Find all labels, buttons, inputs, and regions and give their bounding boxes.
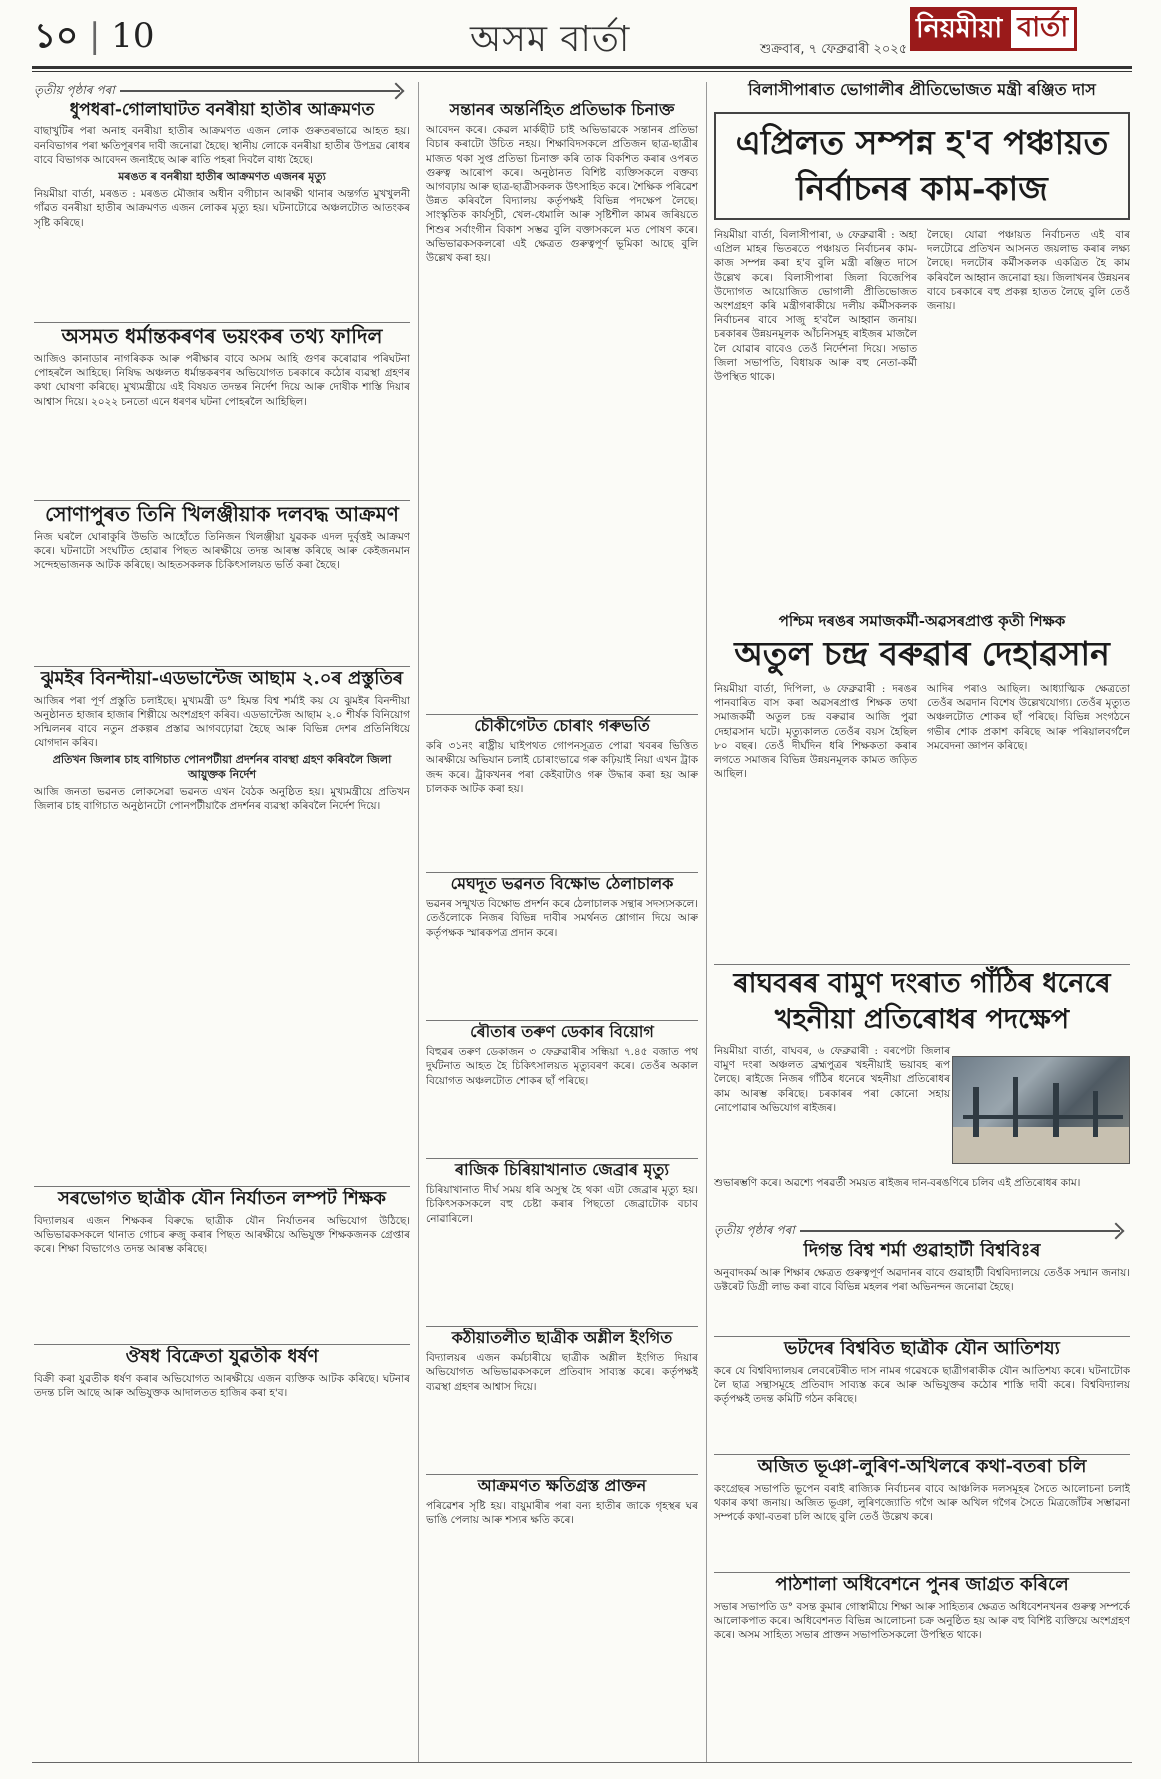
headline: ভটদেৰ বিশ্ববিত ছাত্ৰীক যৌন আতিশয্য (784, 1338, 1060, 1359)
headline: ৰাঘবৰৰ বামুণ দংৰাত গাঁঠিৰ ধনেৰে খহনীয়া প্ৰতিৰোধৰ পদক্ষেপ (733, 968, 1111, 1035)
ornament-rule (120, 90, 400, 100)
masthead (0, 0, 1161, 68)
article-jhumoir (34, 668, 410, 1178)
article-cattle-smuggling (426, 716, 698, 866)
article-wild-elephant (34, 100, 410, 320)
headline: সৰভোগত ছাত্ৰীক যৌন নিৰ্যাতন লম্পট শিক্ষক (58, 1188, 386, 1209)
article-body-continued: আদিৰ পৰাও আছিল। আধ্যাত্মিক ক্ষেত্ৰতো তেওঁৰ অৱদান বিশেষ উল্লেখযোগ্য। তেওঁৰ মৃত্যুত অঞ্চলটোত শোকৰ ছাঁ পৰিছে। বিভিন্ন সংগঠনে গভীৰ শোক প্ৰকাশ কৰিছে আৰু পৰিয়ালবৰ্গলৈ সমবেদনা জ্ঞাপন কৰিছে। (927, 683, 1130, 752)
divider (426, 1474, 698, 1475)
divider (34, 322, 410, 323)
article-zebra (426, 1160, 698, 1320)
newspaper-logo: নিয়মীয়া বাৰ্তা (910, 6, 1130, 52)
headline: অজিত ভূঞা-লুৰিণ-অখিলৰে কথা-বতৰা চলি (757, 1456, 1087, 1477)
headline: এপ্ৰিলত সম্পন্ন হ'ব পঞ্চায়ত নিৰ্বাচনৰ কাম-কাজ (735, 123, 1109, 208)
headline: কঠীয়াতলীত ছাত্ৰীক অশ্লীল ইংগিত (451, 1328, 673, 1347)
article-body: অনুবাদকৰ্ম আৰু শিক্ষাৰ ক্ষেত্ৰত গুৰুত্বপূৰ্ণ অৱদানৰ বাবে গুৱাহাটী বিশ্ববিদ্যালয়ে তেওঁক সন্মান জনায়। ডক্টৰেট ডিগ্ৰী লাভ কৰা বাবে বিভিন্ন মহলৰ পৰা অভিনন্দন জনোৱা হৈছে। (714, 1266, 1130, 1293)
erosion-photo (952, 1056, 1130, 1164)
article-panchayat-election (714, 112, 1130, 612)
ornament-rule (800, 1230, 1120, 1240)
dateline: শুক্ৰবাৰ, ৭ ফেব্ৰুৱাৰী ২০২৫ (760, 42, 908, 57)
article-digonta (714, 1240, 1130, 1330)
article-body: বিদ্যালয়ৰ এজন কৰ্মচাৰীয়ে ছাত্ৰীক অশ্লীল ইংগিত দিয়াৰ অভিযোগত অভিভাৱকসকলে প্ৰতিবাদ সাব্যস্ত কৰে। কৰ্তৃপক্ষই ব্যৱস্থা গ্ৰহণৰ আশ্বাস দিয়ে। (426, 1352, 698, 1393)
article-body: বিহুৱৰ তৰুণ ডেকাজন ৩ ফেব্ৰুৱাৰীৰ সন্ধিয়া ৭.৪৫ বজাত পথ দুৰ্ঘটনাত আহত হৈ চিকিৎসালয়ত মৃত্যুবৰণ কৰে। তেওঁৰ অকাল বিয়োগত অঞ্চলটোত শোকৰ ছাঁ পৰিছে। (426, 1046, 698, 1087)
headline: ঝুমইৰ বিনন্দীয়া-এডভান্টেজ আছাম ২.০ৰ প্ৰস্তুতিৰ (40, 668, 404, 689)
headline: ৰাজিক চিৰিয়াখানাত জেব্ৰাৰ মৃত্যু (454, 1160, 670, 1179)
article-protest (426, 874, 698, 1014)
headline: অতুল চন্দ্ৰ বৰুৱাৰ দেহাৱসান (734, 634, 1110, 673)
headline: আক্ৰমণত ক্ষতিগ্ৰস্ত প্ৰাক্তন (477, 1476, 647, 1495)
article-obituary-youth (426, 1022, 698, 1152)
footer-rule (32, 1762, 1132, 1763)
divider (426, 714, 698, 715)
divider (34, 500, 410, 501)
divider (34, 1344, 410, 1345)
article-body: কৰি ৩১নং ৰাষ্ট্ৰীয় ঘাইপথত গোপনসূত্ৰত পোৱা খবৰৰ ভিত্তিত আৰক্ষীয়ে অভিযান চলাই চোৰাংভাৱে গৰু কঢ়িয়াই নিয়া এখন ট্ৰাক জব্দ কৰে। ট্ৰাকখনৰ পৰা কেইবাটাও গৰু উদ্ধাৰ কৰা হয় আৰু চালকক আটক কৰা হয়। (426, 740, 698, 795)
page-number: ১০ | 10 (34, 16, 155, 56)
divider (34, 1186, 410, 1187)
article-body: ভৱনৰ সন্মুখত বিক্ষোভ প্ৰদৰ্শন কৰে ঠেলাচালক সন্থাৰ সদস্যসকলে। তেওঁলোকে নিজৰ বিভিন্ন দাবীৰ সমৰ্থনত শ্লোগান দিয়ে আৰু কৰ্তৃপক্ষক স্মাৰকপত্ৰ প্ৰদান কৰে। (426, 898, 698, 939)
article-body: নিজ ঘৰলৈ ঘোৰাকুৰি উভতি আহোঁতে তিনিজন খিলঞ্জীয়া যুৱকক এদল দুৰ্বৃত্তই আক্ৰমণ কৰে। ঘটনাটো সংঘটিত হোৱাৰ পিছত আৰক্ষীয়ে তদন্ত আৰম্ভ কৰিছে আৰু কেইজনমান সন্দেহভাজনক আটক কৰিছে। আহতসকলক চিকিৎসালয়ত ভৰ্তি কৰা হৈছে। (34, 531, 410, 572)
headline: চৌকীগেটত চোৰাং গৰুভৰ্তি (474, 716, 650, 735)
article-pathshala (714, 1574, 1130, 1754)
kicker: পশ্চিম দৰঙৰ সমাজকৰ্মী-অৱসৰপ্ৰাপ্ত কৃতী শিক্ষক (778, 612, 1066, 630)
headline: ৰৌতাৰ তৰুণ ডেকাৰ বিয়োগ (470, 1022, 654, 1041)
article-body: কংগ্ৰেছৰ সভাপতি ভূপেন বৰাই ৰাজ্যিক নিৰ্বাচনৰ বাবে আঞ্চলিক দলসমূহৰ সৈতে আলোচনা চলাই থকাৰ কথা জনায়। অজিত ভূঞা, লুৰিণজ্যোতি গগৈ আৰু অখিল গগৈৰ সৈতে মিত্ৰজোঁটৰ সম্ভাৱনা সম্পৰ্কে কথা-বতৰা চলি আছে বুলি তেওঁ উল্লেখ কৰে। (714, 1482, 1130, 1523)
article-body: আজিও কানাডাৰ নাগৰিকক আৰু পৰীক্ষাৰ বাবে অসম আহি গুণৰ কৰোৱাৰ পৰিঘটনা পোহৰলৈ আহিছে। নিষিদ্ধ অঞ্চলত ধৰ্মান্তকৰণৰ অভিযোগত চৰকাৰে কঠোৰ ব্যৱস্থা গ্ৰহণৰ কথা ঘোষণা কৰিছে। মুখ্যমন্ত্ৰীয়ে এই বিষয়ত তদন্তৰ নিৰ্দেশ দিয়ে আৰু দোষীক শাস্তি দিয়াৰ আশ্বাস দিয়ে। ২০২২ চনতো এনে ধৰণৰ ঘটনা পোহৰলৈ আহিছিল। (34, 353, 410, 408)
headline: সন্তানৰ অন্তৰ্নিহিত প্ৰতিভাক চিনাক্ত (449, 100, 675, 119)
column-divider (706, 82, 707, 1762)
kicker-line (714, 80, 1130, 110)
continued-reference: তৃতীয় পৃষ্ঠাৰ পৰা (714, 1223, 795, 1237)
headline-box (714, 112, 1130, 220)
divider (426, 1020, 698, 1021)
article-alliance-talks (714, 1456, 1130, 1566)
sub-headline: মৰঙত ৰ বনৰীয়া হাতীৰ আক্ৰমণত এজনৰ মৃত্যু (118, 170, 326, 183)
headline: ধুপধৰা-গোলাঘাটত বনৰীয়া হাতীৰ আক্ৰমণত (69, 100, 375, 120)
article-body: আজিৰ পৰা পূৰ্ণ প্ৰস্তুতি চলাইছে। মুখ্যমন্ত্ৰী ড° হিমন্ত বিশ্ব শৰ্মাই কয় যে ঝুমইৰ বিনন্দীয়া অনুষ্ঠানত হাজাৰ হাজাৰ শিল্পীয়ে অংশগ্ৰহণ কৰিব। এডভান্টেজ আছাম ২.০ শীৰ্ষক বিনিয়োগ সন্মিলনৰ বাবে নতুন প্ৰকল্পৰ প্ৰস্তাৱ আগবঢ়োৱা হৈছে আৰু বিভিন্ন দেশৰ প্ৰতিনিধিয়ে যোগদান কৰিব। প্ৰতিখন জিলাৰ চাহ বাগিচাত পোনপটীয়া প্ৰদৰ্শনৰ বাবস্থা গ্ৰহণ কৰিবলৈ জিলা আয়ুক্তক নিৰ্দেশ আজি জনতা ভৱনত লোকসেৱা ভৱনত এখন বৈঠক অনুষ্ঠিত হয়। মুখ্যমন্ত্ৰীয়ে প্ৰতিখন জিলাৰ চাহ বাগিচাত অনুষ্ঠানটো পোনপটীয়াকৈ প্ৰদৰ্শনৰ ব্যৱস্থা কৰিবলৈ নিৰ্দেশ দিয়ে। (34, 694, 410, 813)
article-sonapur-attack (34, 502, 410, 662)
article-body: আবেদন কৰে। কেৱল মাৰ্কছীট চাই অভিভাৱকে সন্তানৰ প্ৰতিভা বিচাৰ কৰাটো উচিত নহয়। শিক্ষাবিদসকলে প্ৰতিজন ছাত্ৰ-ছাত্ৰীৰ মাজত থকা সুপ্ত প্ৰতিভা চিনাক্ত কৰি তাক বিকশিত কৰাৰ ওপৰত গুৰুত্ব আৰোপ কৰে। অনুষ্ঠানত বিশিষ্ট ব্যক্তিসকলে বক্তব্য আগবঢ়ায় আৰু ছাত্ৰ-ছাত্ৰীসকলক উৎসাহিত কৰে। শৈক্ষিক পৰিৱেশ উন্নত কৰিবলৈ বিদ্যালয় কৰ্তৃপক্ষই বিভিন্ন পদক্ষেপ লৈছে। সাংস্কৃতিক কাৰ্যসূচী, খেল-ধেমালি আৰু সৃষ্টিশীল কামৰ জৰিয়তে শিশুৰ সৰ্বাংগীন বিকাশ সম্ভৱ বুলি বক্তাসকলে মত পোষণ কৰে। অভিভাৱকসকলৰো এই ক্ষেত্ৰত গুৰুত্বপূৰ্ণ ভূমিকা আছে বুলি উল্লেখ কৰা হয়। (426, 124, 698, 265)
article-talent (426, 100, 698, 710)
article-body: নিয়মীয়া বাৰ্তা, দিপিলা, ৬ ফেব্ৰুৱাৰী : দৰঙৰ পানবাৰিত বাস কৰা অৱসৰপ্ৰাপ্ত শিক্ষক তথা সমাজকৰ্মী অতুল চন্দ্ৰ বৰুৱাৰ আজি পুৱা দেহাৱসান ঘটে। মৃত্যুকালত তেওঁৰ বয়স হৈছিল ৮০ বছৰ। তেওঁ দীৰ্ঘদিন ধৰি শিক্ষকতা কৰাৰ লগতে সমাজৰ বিভিন্ন উন্নয়নমূলক কামত জড়িত আছিল। (714, 683, 917, 781)
paper-title: অসম বাৰ্তা (470, 19, 631, 60)
headline: ঔষধ বিক্ৰেতা যুৱতীক ধৰ্ষণ (125, 1346, 319, 1367)
divider (34, 666, 410, 667)
divider (426, 872, 698, 873)
kicker: বিলাসীপাৰাত ভোগালীৰ প্ৰীতিভোজত মন্ত্ৰী ৰঞ্জিত দাস (748, 80, 1096, 99)
column-divider (418, 82, 419, 1762)
article-body: বিক্ৰী কৰা যুৱতীক ধৰ্ষণ কৰাৰ অভিযোগত আৰক্ষীয়ে এজন ব্যক্তিক আটক কৰিছে। ঘটনাৰ তদন্ত চলি আছে আৰু অভিযুক্তক আদালতত হাজিৰ কৰা হ'ব। (34, 1372, 410, 1399)
article-body: সভাৰ সভাপতি ড° বসন্ত কুমাৰ গোস্বামীয়ে শিক্ষা আৰু সাহিত্যৰ ক্ষেত্ৰত অধিবেশনখনৰ গুৰুত্ব সম্পৰ্কে আলোকপাত কৰে। অধিবেশনত বিভিন্ন আলোচনা চক্ৰ অনুষ্ঠিত হয় আৰু বহু বিশিষ্ট ব্যক্তিয়ে অংশগ্ৰহণ কৰে। অসম সাহিত্য সভাৰ প্ৰাক্তন সভাপতিসকলো উপস্থিত থাকে। (714, 1600, 1130, 1641)
header-rule (32, 66, 1132, 69)
article-body: বাছাখুটিৰ পৰা অনাহ বনৰীয়া হাতীৰ আক্ৰমণত এজন লোক গুৰুতৰভাৱে আহত হয়। বনবিভাগৰ পৰা ক্ষতিপূৰণৰ দাবী জনোৱা হৈছে। স্থানীয় লোকে বনৰীয়া হাতীৰ উপদ্ৰৱ ৰোধৰ বাবে বিভাগক আবেদন জনাইছে আৰু ৰাতি পহৰা দিবলৈ বাধ্য হৈছে। মৰঙত ৰ বনৰীয়া হাতীৰ আক্ৰমণত এজনৰ মৃত্যু নিয়মীয়া বাৰ্তা, মৰঙত : মৰঙত মৌজাৰ অধীন বগীচান আৰক্ষী থানাৰ অন্তৰ্গত মুখখুলনী গাঁৱত বনৰীয়া হাতীৰ আক্ৰমণত এজন লোকৰ মৃত্যু হয়। ঘটনাটোৱে অঞ্চলটোত আতংকৰ সৃষ্টি কৰিছে। (34, 125, 410, 229)
article-obscene-gesture (426, 1328, 698, 1468)
article-teacher-abuse (34, 1188, 410, 1338)
article-attack-damage (426, 1476, 698, 1596)
divider (714, 1454, 1130, 1455)
article-body: কৰে যে বিশ্ববিদ্যালয়ৰ লেবৰেটৰীত দাস নামৰ গৱেষকে ছাত্ৰীগৰাকীক যৌন আতিশয্য কৰে। ঘটনাটোক লৈ ছাত্ৰ সন্থাসমূহে প্ৰতিবাদ সাব্যস্ত কৰে আৰু অভিযুক্তৰ কঠোৰ শাস্তি দাবী কৰে। বিশ্ববিদ্যালয় কৰ্তৃপক্ষই তদন্ত কমিটি গঠন কৰিছে। (714, 1364, 1130, 1405)
headline: মেঘদূত ভৱনত বিক্ষোভ ঠেলাচালক (450, 874, 674, 893)
divider (714, 1336, 1130, 1337)
headline: পাঠশালা অধিবেশনে পুনৰ জাগ্ৰত কৰিলে (775, 1574, 1069, 1595)
article-body: চিৰিয়াখানাত দীৰ্ঘ সময় ধৰি অসুস্থ হৈ থকা এটা জেব্ৰাৰ মৃত্যু হয়। চিকিৎসকসকলে বহু চেষ্টা কৰাৰ পিছতো জেব্ৰাটোক বচাব নোৱাৰিলে। (426, 1184, 698, 1225)
headline: সোণাপুৰত তিনি খিলঞ্জীয়াক দলবদ্ধ আক্ৰমণ (45, 502, 399, 526)
continued-reference: তৃতীয় পৃষ্ঠাৰ পৰা (34, 83, 115, 97)
article-body: নিয়মীয়া বাৰ্তা, বিলাসীপাৰা, ৬ ফেব্ৰুৱাৰী : অহা এপ্ৰিল মাহৰ ভিতৰতে পঞ্চায়ত নিৰ্বাচনৰ কাম-কাজ সম্পন্ন কৰা হ'ব বুলি মন্ত্ৰী ৰঞ্জিত দাসে উল্লেখ কৰে। বিলাসীপাৰা জিলা বিজেপিৰ উদ্যোগত আয়োজিত ভোগালী প্ৰীতিভোজত অংশগ্ৰহণ কৰি মন্ত্ৰীগৰাকীয়ে দলীয় কৰ্মীসকলক নিৰ্বাচনৰ বাবে সাজু হ'বলৈ আহ্বান জনায়। চৰকাৰৰ উন্নয়নমূলক আঁচনিসমূহ ৰাইজৰ মাজলৈ লৈ যোৱাৰ বাবেও তেওঁ নিৰ্দেশনা দিয়ে। সভাত জিলা সভাপতি, বিধায়ক আৰু বহু নেতা-কৰ্মী উপস্থিত থাকে। (714, 229, 917, 384)
header-rule-thin (32, 71, 1132, 72)
divider (426, 1326, 698, 1327)
headline: অসমত ধৰ্মান্তকৰণৰ ভয়ংকৰ তথ্য ফাদিল (61, 324, 383, 348)
article-university-harassment (714, 1338, 1130, 1448)
headline: দিগন্ত বিশ্ব শৰ্মা গুৱাহাটী বিশ্ববিঃৰ (803, 1240, 1041, 1261)
article-obituary-atul (714, 612, 1130, 1012)
article-body: নিয়মীয়া বাৰ্তা, বাঘবৰ, ৬ ফেব্ৰুৱাৰী : বৰপেটা জিলাৰ বামুণ দংৰা অঞ্চলত ব্ৰহ্মপুত্ৰৰ খহনীয়াই ভয়াবহ ৰূপ লৈছে। ৰাইজে নিজৰ গাঁঠিৰ ধনেৰে খহনীয়া প্ৰতিৰোধৰ কাম আৰম্ভ কৰিছে। চৰকাৰৰ পৰা কোনো সহায় নোপোৱাৰ অভিযোগ ৰাইজৰ। (714, 1045, 950, 1114)
divider (714, 1572, 1130, 1573)
divider (426, 1158, 698, 1159)
article-pharmacy (34, 1346, 410, 1466)
article-body: বিদ্যালয়ৰ এজন শিক্ষকৰ বিৰুদ্ধে ছাত্ৰীক যৌন নিৰ্যাতনৰ অভিযোগ উঠিছে। অভিভাৱকসকলে থানাত গোচৰ ৰুজু কৰাৰ পিছত আৰক্ষীয়ে অভিযুক্ত শিক্ষকজনক গ্ৰেপ্তাৰ কৰে। শিক্ষা বিভাগেও তদন্ত আৰম্ভ কৰিছে। (34, 1214, 410, 1255)
article-body: পৰিৱেশৰ সৃষ্টি হয়। বায়ুমাৰীৰ পৰা বন্য হাতীৰ জাকে গৃহস্থৰ ঘৰ ভাঙি পেলায় আৰু শস্যৰ ক্ষতি কৰে। (426, 1500, 698, 1527)
divider (714, 964, 1130, 965)
article-conversion (34, 324, 410, 494)
article-body-continued: লৈছে। যোৱা পঞ্চায়ত নিৰ্বাচনত এই বাৰ দলটোৱে প্ৰতিখন আসনত জয়লাভ কৰাৰ লক্ষ্য লৈছে। দলটোৰ কৰ্মীসকলক একত্ৰিত হৈ কাম কৰিবলৈ আহ্বান জনোৱা হয়। জিলাখনৰ উন্নয়নৰ বাবে চৰকাৰে বহু প্ৰকল্প হাতত লৈছে বুলি তেওঁ জনায়। (927, 229, 1130, 313)
sub-headline: প্ৰতিখন জিলাৰ চাহ বাগিচাত পোনপটীয়া প্ৰদৰ্শনৰ বাবস্থা গ্ৰহণ কৰিবলৈ জিলা আয়ুক্তক নিৰ্দেশ (52, 753, 392, 781)
photo-caption: শুভাৰম্ভণি কৰে। অৱশ্যে পৰৱৰ্তী সময়ত ৰাইজৰ দান-বৰঙণিৰে চলিব এই প্ৰতিৰোধৰ কাম। (714, 1177, 1081, 1189)
